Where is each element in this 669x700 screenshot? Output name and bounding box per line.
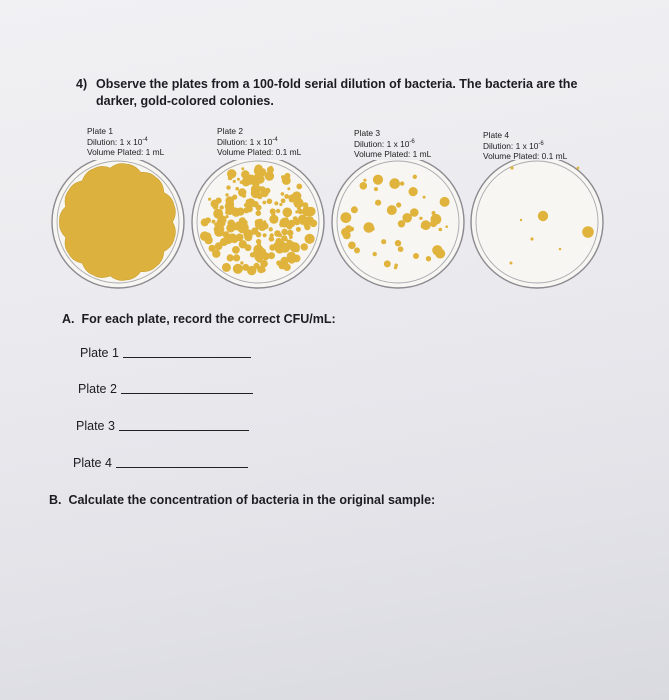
answer-row-plate-3 xyxy=(76,419,249,433)
colony xyxy=(396,202,401,207)
colony xyxy=(354,247,360,253)
petri-plates-illustration xyxy=(0,160,669,295)
colony xyxy=(251,189,254,192)
plate-4-volume: Volume Plated: 0.1 mL xyxy=(483,151,568,161)
answer-label-plate-3: Plate 3 xyxy=(76,419,115,433)
plate-4-name: Plate 4 xyxy=(483,130,510,140)
colony xyxy=(348,242,356,250)
colony xyxy=(233,264,243,274)
colony xyxy=(235,187,239,191)
colony xyxy=(373,252,377,256)
colony xyxy=(256,232,262,238)
colony xyxy=(227,254,234,261)
colony xyxy=(206,233,210,237)
colony xyxy=(413,175,417,179)
plate-1-dilution: Dilution: 1 x $10^{-4}$ xyxy=(87,136,148,147)
colony xyxy=(274,242,282,250)
part-a-label: A. xyxy=(62,312,75,326)
colony xyxy=(232,246,240,254)
plate-1-volume: Volume Plated: 1 mL xyxy=(87,147,165,157)
colony xyxy=(363,179,366,182)
colony xyxy=(281,192,285,196)
colony xyxy=(423,196,426,199)
answer-blank-plate-1[interactable] xyxy=(123,357,251,358)
colony xyxy=(258,219,263,224)
colony xyxy=(222,263,231,272)
colony xyxy=(381,239,386,244)
colony xyxy=(368,223,371,226)
colony xyxy=(258,168,266,176)
plate-3-dish xyxy=(332,160,464,288)
colony xyxy=(232,195,237,200)
colony xyxy=(409,187,418,196)
colony xyxy=(304,224,310,230)
question-text-line2: darker, gold-colored colonies. xyxy=(96,94,274,108)
part-a-text: For each plate, record the correct CFU/mL: xyxy=(81,312,336,326)
colony xyxy=(301,217,305,221)
colony xyxy=(308,209,313,214)
colony xyxy=(231,236,238,243)
colony xyxy=(289,235,293,239)
colony xyxy=(296,184,302,190)
colony xyxy=(341,212,352,223)
colony xyxy=(373,175,383,185)
colony xyxy=(281,198,286,203)
colony xyxy=(237,178,240,181)
colony xyxy=(216,198,222,204)
colony xyxy=(439,228,443,232)
colony xyxy=(510,262,513,265)
plate-2-volume: Volume Plated: 0.1 mL xyxy=(217,147,302,157)
colony xyxy=(410,208,419,217)
plate-3-dilution: Dilution: 1 x $10^{-6}$ xyxy=(354,138,415,149)
colony xyxy=(276,209,280,213)
colony xyxy=(232,171,236,175)
colony xyxy=(242,222,246,226)
colony xyxy=(430,220,437,227)
colony xyxy=(240,261,243,264)
colony xyxy=(225,193,228,196)
colony xyxy=(204,236,212,244)
colony xyxy=(520,219,522,221)
colony xyxy=(262,255,265,258)
colony xyxy=(255,210,261,216)
colony xyxy=(241,170,249,178)
answer-blank-plate-4[interactable] xyxy=(116,467,248,468)
colony xyxy=(445,225,448,228)
colony xyxy=(214,225,222,233)
colony xyxy=(300,221,304,225)
colony xyxy=(205,217,211,223)
colony xyxy=(387,205,397,215)
plate-1-dish xyxy=(52,160,184,288)
colony xyxy=(232,208,241,217)
colony xyxy=(394,266,397,269)
colony xyxy=(269,166,273,170)
colony xyxy=(238,188,246,196)
colony xyxy=(284,194,289,199)
colony xyxy=(267,199,273,205)
colony xyxy=(303,246,308,251)
colony xyxy=(242,264,249,271)
question-text-line1: Observe the plates from a 100-fold serial dilution of bacteria. The bacteria are the xyxy=(96,77,578,91)
colony xyxy=(296,227,301,232)
answer-row-plate-1 xyxy=(80,346,251,360)
colony xyxy=(342,218,345,221)
answer-label-plate-4: Plate 4 xyxy=(73,456,112,470)
colony xyxy=(278,233,282,237)
colony xyxy=(244,233,252,241)
colony xyxy=(351,206,358,213)
colony xyxy=(419,217,422,220)
answer-label-plate-1: Plate 1 xyxy=(80,346,119,360)
colony xyxy=(269,215,278,224)
plate-1-name: Plate 1 xyxy=(87,126,114,136)
colony xyxy=(263,220,266,223)
colony xyxy=(240,181,243,184)
colony xyxy=(294,219,300,225)
colony xyxy=(295,247,300,252)
colony xyxy=(246,198,255,207)
colony xyxy=(233,254,240,261)
colony xyxy=(293,198,303,208)
colony xyxy=(577,167,580,170)
colony xyxy=(241,167,244,170)
colony xyxy=(440,197,450,207)
colony xyxy=(360,182,368,190)
part-a-heading xyxy=(62,312,336,326)
colony xyxy=(559,248,562,251)
colony xyxy=(212,220,216,224)
plate-1-label xyxy=(87,126,164,158)
colony xyxy=(421,220,431,230)
colony xyxy=(370,227,374,231)
colony xyxy=(279,203,282,206)
colony xyxy=(426,256,431,261)
colony xyxy=(260,260,268,268)
colony xyxy=(283,208,293,218)
colony xyxy=(258,186,263,191)
colony xyxy=(252,228,255,231)
plate-3-volume: Volume Plated: 1 mL xyxy=(354,149,432,159)
answer-blank-plate-2[interactable] xyxy=(121,393,253,394)
colony xyxy=(256,175,265,184)
colony xyxy=(374,187,378,191)
colony xyxy=(233,180,236,183)
colony xyxy=(305,234,315,244)
colony xyxy=(208,198,211,201)
colony xyxy=(269,227,273,231)
colony xyxy=(226,224,235,233)
plate-2-name: Plate 2 xyxy=(217,126,244,136)
colony xyxy=(413,253,419,259)
colony xyxy=(281,229,288,236)
plate-2-dilution: Dilution: 1 x $10^{-4}$ xyxy=(217,136,278,147)
colony xyxy=(218,215,227,224)
colony xyxy=(282,176,291,185)
question-number: 4) xyxy=(76,77,88,91)
colony xyxy=(280,218,290,228)
colony xyxy=(270,233,274,237)
colony xyxy=(212,250,220,258)
colony xyxy=(257,243,261,247)
colony xyxy=(310,220,318,228)
answer-label-plate-2: Plate 2 xyxy=(78,382,117,396)
plate-4-dilution: Dilution: 1 x $10^{-6}$ xyxy=(483,140,544,151)
colony xyxy=(288,256,296,264)
answer-row-plate-2 xyxy=(78,382,253,396)
colony xyxy=(276,260,281,265)
colony xyxy=(384,260,391,267)
colony xyxy=(398,220,405,227)
colony xyxy=(435,249,445,259)
colony xyxy=(287,187,290,190)
colony xyxy=(274,201,278,205)
colony xyxy=(395,240,401,246)
colony xyxy=(530,237,533,240)
colony xyxy=(287,230,293,236)
answer-blank-plate-3[interactable] xyxy=(119,430,249,431)
plate-3-label xyxy=(354,128,431,160)
colony xyxy=(220,205,224,209)
plate-2-label xyxy=(217,126,301,158)
part-b-heading xyxy=(49,493,435,507)
colony xyxy=(398,246,404,252)
colony xyxy=(256,205,262,211)
colony xyxy=(343,231,351,239)
colony xyxy=(375,200,381,206)
colony xyxy=(262,201,266,205)
colony xyxy=(582,226,594,238)
plate-3-name: Plate 3 xyxy=(354,128,381,138)
colony xyxy=(226,185,230,189)
answer-row-plate-4 xyxy=(73,456,248,470)
colony xyxy=(510,166,513,169)
colony xyxy=(389,178,400,189)
colony xyxy=(263,233,267,237)
plate-4-label xyxy=(483,130,567,162)
part-b-label: B. xyxy=(49,493,62,507)
plate-4-dish xyxy=(471,160,603,288)
plate-2-dish xyxy=(192,160,324,288)
part-b-text: Calculate the concentration of bacteria in the original sample: xyxy=(68,493,436,507)
question-4 xyxy=(76,76,616,110)
colony xyxy=(245,244,252,251)
colony xyxy=(538,211,548,221)
colony xyxy=(253,248,263,258)
colony xyxy=(400,181,404,185)
